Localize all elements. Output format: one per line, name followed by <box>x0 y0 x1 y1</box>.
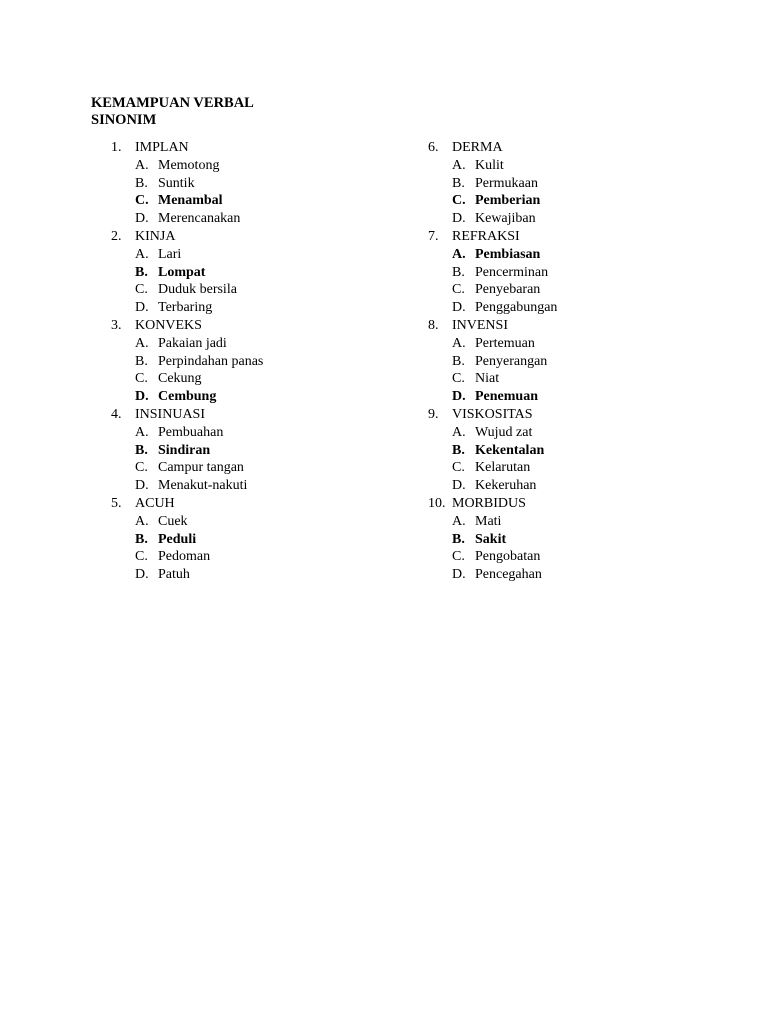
option-text: Patuh <box>158 567 190 583</box>
option-text: Pembiasan <box>475 246 541 262</box>
question <box>111 317 411 335</box>
answer-option <box>111 157 411 175</box>
answer-option-correct <box>111 531 411 549</box>
answer-option-correct <box>428 192 728 210</box>
answer-option-correct <box>428 442 728 460</box>
question-number: 3. <box>111 317 122 333</box>
option-letter: C. <box>135 282 148 298</box>
option-text: Campur tangan <box>158 460 244 476</box>
answer-option <box>111 424 411 442</box>
option-letter: B. <box>135 531 148 547</box>
option-text: Pencegahan <box>475 567 542 583</box>
option-text: Lari <box>158 246 182 262</box>
question <box>111 139 411 157</box>
question-word: ACUH <box>135 495 175 511</box>
answer-option <box>111 566 411 584</box>
question <box>428 317 728 335</box>
option-text: Niat <box>475 371 500 387</box>
answer-option <box>111 548 411 566</box>
option-letter: A. <box>135 513 149 529</box>
question-number: 4. <box>111 406 122 422</box>
question-number: 6. <box>428 140 439 155</box>
option-text: Cembung <box>158 389 217 405</box>
option-text: Permukaan <box>475 175 538 191</box>
option-text: Kekeruhan <box>475 478 537 494</box>
question-word: MORBIDUS <box>452 495 526 511</box>
question-word: KONVEKS <box>135 317 202 333</box>
option-text: Merencanakan <box>158 211 241 227</box>
question-column-left <box>111 139 411 584</box>
option-text: Memotong <box>158 157 220 173</box>
option-text: Menambal <box>158 193 223 209</box>
option-text: Menakut-nakuti <box>158 478 248 494</box>
option-text: Mati <box>475 513 502 529</box>
option-letter: B. <box>135 442 148 458</box>
option-text: Pengobatan <box>475 549 541 565</box>
option-letter: A. <box>135 335 149 351</box>
answer-option <box>428 477 728 495</box>
answer-option <box>111 281 411 299</box>
answer-option <box>428 157 728 175</box>
question <box>111 228 411 246</box>
option-letter: D. <box>452 478 466 494</box>
option-text: Kelarutan <box>475 460 531 476</box>
question-word: VISKOSITAS <box>452 406 533 422</box>
question <box>111 406 411 424</box>
option-letter: D. <box>135 567 149 583</box>
option-letter: D. <box>135 478 149 494</box>
question-word: KINJA <box>135 228 176 244</box>
question <box>111 495 411 513</box>
option-letter: A. <box>135 424 149 440</box>
question-number: 7. <box>428 228 439 244</box>
option-text: Penyerangan <box>475 353 548 369</box>
option-letter: C. <box>135 193 149 209</box>
answer-option <box>428 353 728 371</box>
option-letter: D. <box>452 211 466 227</box>
question <box>428 495 728 513</box>
option-letter: D. <box>452 389 466 405</box>
answer-option <box>111 335 411 353</box>
option-letter: B. <box>135 353 148 369</box>
question-word: INSINUASI <box>135 406 205 422</box>
answer-option <box>111 353 411 371</box>
answer-option <box>428 299 728 317</box>
answer-option-correct <box>111 192 411 210</box>
question-number: 5. <box>111 495 122 511</box>
answer-option <box>428 424 728 442</box>
option-letter: C. <box>135 371 148 387</box>
answer-option <box>428 566 728 584</box>
option-text: Suntik <box>158 175 195 191</box>
answer-option <box>428 459 728 477</box>
option-text: Lompat <box>158 264 206 280</box>
option-letter: B. <box>452 353 465 369</box>
option-text: Perpindahan panas <box>158 353 264 369</box>
option-text: Pertemuan <box>475 335 535 351</box>
answer-option-correct <box>111 264 411 282</box>
option-letter: B. <box>135 175 148 191</box>
question-number: 8. <box>428 317 439 333</box>
answer-option <box>111 210 411 228</box>
question-word: REFRAKSI <box>452 228 520 244</box>
option-text: Pencerminan <box>475 264 549 280</box>
option-text: Kulit <box>475 157 504 173</box>
option-text: Sindiran <box>158 442 211 458</box>
option-text: Pemberian <box>475 193 541 209</box>
question <box>428 139 728 157</box>
option-letter: A. <box>452 424 466 440</box>
question <box>428 406 728 424</box>
option-letter: C. <box>452 371 465 387</box>
answer-option-correct <box>428 388 728 406</box>
option-letter: A. <box>135 246 149 262</box>
option-text: Peduli <box>158 531 197 547</box>
option-letter: B. <box>135 264 148 280</box>
answer-option <box>428 210 728 228</box>
answer-option-correct <box>111 442 411 460</box>
option-text: Kekentalan <box>475 442 545 458</box>
option-letter: D. <box>452 300 466 316</box>
answer-option <box>111 370 411 388</box>
answer-option <box>428 281 728 299</box>
option-letter: B. <box>452 442 465 458</box>
option-text: Cekung <box>158 371 202 387</box>
option-text: Pembuahan <box>158 424 224 440</box>
option-text: Pakaian jadi <box>158 335 227 351</box>
option-text: Wujud zat <box>475 424 533 440</box>
question-number: 2. <box>111 228 122 244</box>
option-letter: D. <box>135 300 149 316</box>
answer-option <box>428 335 728 353</box>
heading <box>91 95 254 129</box>
answer-option <box>111 175 411 193</box>
question-number: 10. <box>428 495 446 511</box>
question <box>428 228 728 246</box>
question-word: INVENSI <box>452 317 508 333</box>
option-letter: D. <box>135 389 149 405</box>
answer-option <box>111 477 411 495</box>
option-letter: A. <box>452 157 466 173</box>
option-letter: C. <box>135 549 148 565</box>
question-number: 1. <box>111 140 122 155</box>
question-word: IMPLAN <box>135 140 189 155</box>
option-letter: C. <box>452 282 465 298</box>
option-letter: C. <box>135 460 148 476</box>
option-letter: D. <box>452 567 466 583</box>
option-letter: D. <box>135 211 149 227</box>
answer-option <box>428 264 728 282</box>
option-letter: C. <box>452 460 465 476</box>
option-text: Kewajiban <box>475 211 536 227</box>
option-text: Terbaring <box>158 300 213 316</box>
answer-option <box>428 513 728 531</box>
option-letter: A. <box>135 157 149 173</box>
question-word: DERMA <box>452 140 503 155</box>
option-text: Penyebaran <box>475 282 541 298</box>
heading-title: KEMAMPUAN VERBAL <box>91 95 254 111</box>
answer-option <box>428 548 728 566</box>
option-text: Duduk bersila <box>158 282 237 298</box>
option-letter: C. <box>452 193 466 209</box>
answer-option-correct <box>428 531 728 549</box>
option-text: Cuek <box>158 513 188 529</box>
option-letter: A. <box>452 513 466 529</box>
option-text: Penggabungan <box>475 300 558 316</box>
option-text: Pedoman <box>158 549 211 565</box>
answer-option <box>428 175 728 193</box>
answer-option <box>428 370 728 388</box>
question-column-right <box>428 139 728 584</box>
answer-option <box>111 246 411 264</box>
answer-option <box>111 459 411 477</box>
option-text: Sakit <box>475 531 507 547</box>
answer-option <box>111 513 411 531</box>
option-letter: C. <box>452 549 465 565</box>
option-letter: B. <box>452 175 465 191</box>
heading-subtitle: SINONIM <box>91 112 157 128</box>
answer-option <box>111 299 411 317</box>
option-letter: A. <box>452 246 466 262</box>
question-number: 9. <box>428 406 439 422</box>
option-text: Penemuan <box>475 389 538 405</box>
option-letter: A. <box>452 335 466 351</box>
answer-option-correct <box>428 246 728 264</box>
option-letter: B. <box>452 531 465 547</box>
option-letter: B. <box>452 264 465 280</box>
answer-option-correct <box>111 388 411 406</box>
